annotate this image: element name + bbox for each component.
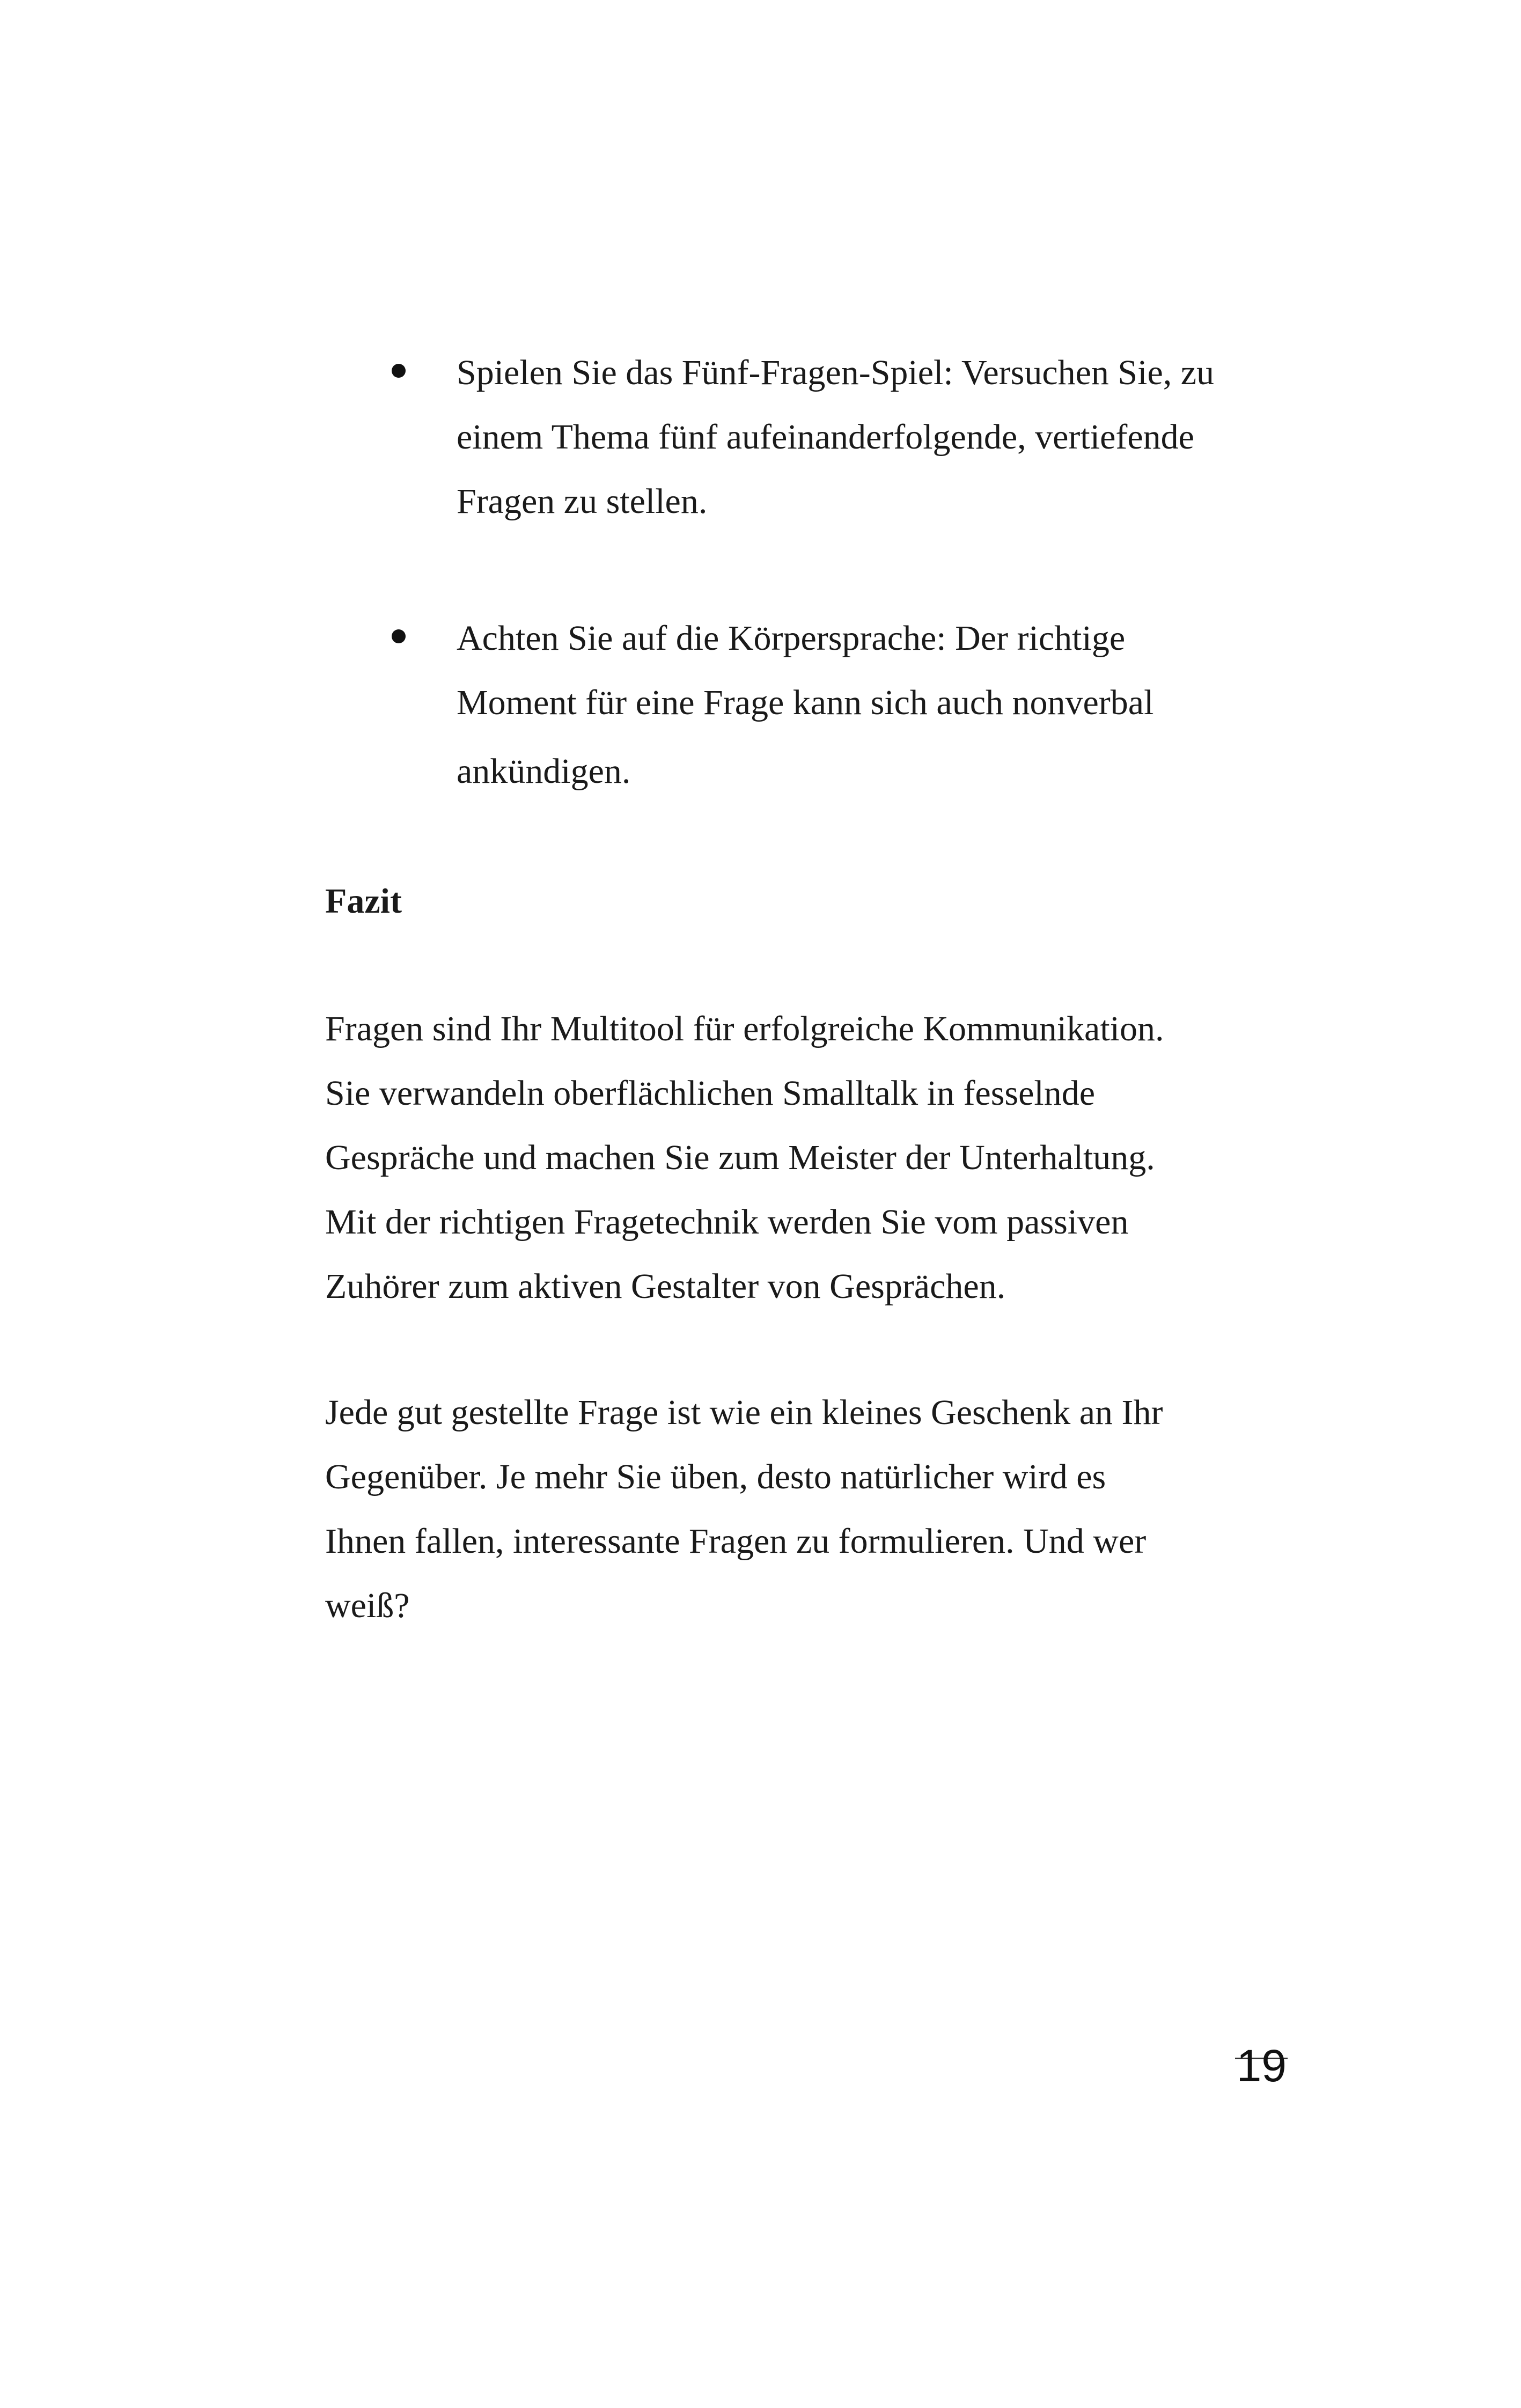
paragraph-line: Fragen sind Ihr Multitool für erfolgreiche Kommunikation. — [325, 1009, 1164, 1048]
bullet-text-line: Moment für eine Frage kann sich auch nonverbal — [457, 683, 1154, 722]
bullet-icon — [392, 629, 406, 643]
paragraph-line: Gegenüber. Je mehr Sie üben, desto natürlicher wird es — [325, 1457, 1106, 1496]
paragraph-line: Ihnen fallen, interessante Fragen zu formulieren. Und wer — [325, 1522, 1147, 1561]
bullet-text-line: ankündigen. — [457, 752, 631, 791]
bullet-icon — [392, 364, 406, 378]
section-heading: Fazit — [325, 882, 402, 921]
bullet-text-line: Spielen Sie das Fünf-Fragen-Spiel: Versuchen Sie, zu — [457, 353, 1215, 392]
page-number: 19 — [1236, 2040, 1287, 2091]
bullet-text-line: einem Thema fünf aufeinanderfolgende, vertiefende — [457, 417, 1194, 457]
bullet-text-line: Achten Sie auf die Körpersprache: Der richtige — [457, 619, 1126, 658]
paragraph-line: Jede gut gestellte Frage ist wie ein kleines Geschenk an Ihr — [325, 1393, 1163, 1432]
bullet-text-line: Fragen zu stellen. — [457, 482, 708, 521]
paragraph-line: Gespräche und machen Sie zum Meister der Unterhaltung. — [325, 1138, 1155, 1177]
paragraph-line: Zuhörer zum aktiven Gestalter von Gesprächen. — [325, 1267, 1006, 1306]
paragraph-line: weiß? — [325, 1586, 410, 1625]
paragraph-line: Sie verwandeln oberflächlichen Smalltalk in fesselnde — [325, 1074, 1096, 1113]
paragraph-line: Mit der richtigen Fragetechnik werden Sie vom passiven — [325, 1202, 1129, 1242]
